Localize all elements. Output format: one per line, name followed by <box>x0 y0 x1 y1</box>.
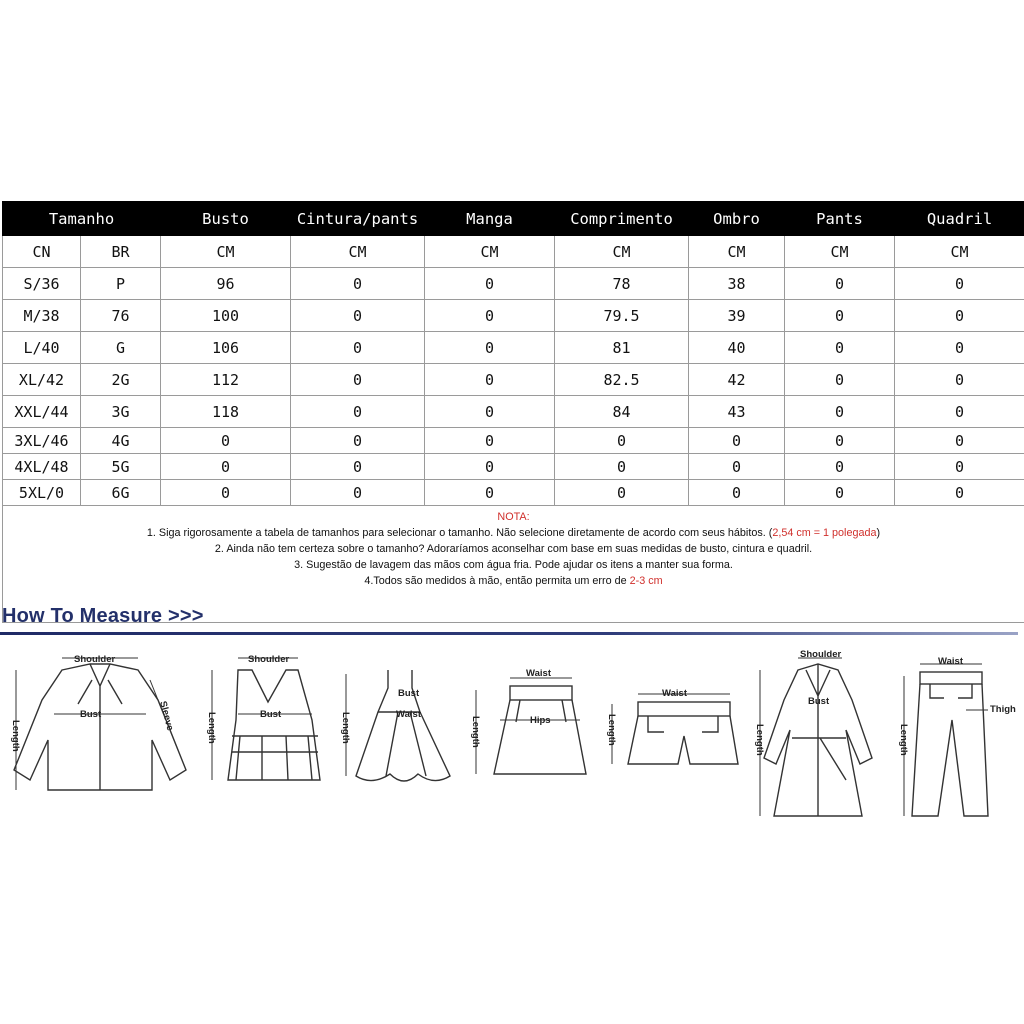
table-cell: 0 <box>785 454 895 480</box>
table-cell: 76 <box>81 300 161 332</box>
label-shoulder: Shoulder <box>800 649 842 660</box>
unit-cell: CM <box>161 236 291 268</box>
table-cell: 43 <box>689 396 785 428</box>
table-cell: 0 <box>291 332 425 364</box>
table-cell: 118 <box>161 396 291 428</box>
table-cell: 0 <box>689 454 785 480</box>
header-quadril: Quadril <box>895 202 1024 236</box>
header-row <box>3 202 1024 236</box>
label-length: Length <box>898 724 909 756</box>
table-cell: 39 <box>689 300 785 332</box>
table-cell: 112 <box>161 364 291 396</box>
label-waist: Waist <box>396 709 421 720</box>
table-cell: 42 <box>689 364 785 396</box>
label-bust: Bust <box>808 696 830 707</box>
label-bust: Bust <box>80 709 102 720</box>
table-cell: 0 <box>555 454 689 480</box>
table-cell: L/40 <box>3 332 81 364</box>
header-comprimento: Comprimento <box>555 202 689 236</box>
note-error-range: 2-3 cm <box>629 575 663 587</box>
table-cell: 0 <box>161 480 291 506</box>
table-cell: 0 <box>785 364 895 396</box>
note-line-2: 2. Ainda não tem certeza sobre o tamanho? Adoraríamos aconselhar com base em suas medidas de busto, cintura e quadril. <box>214 543 813 555</box>
note-line-3: 3. Sugestão de lavagem das mãos com água fria. Pode ajudar os itens a manter sua forma. <box>294 559 733 571</box>
unit-cell: CN <box>3 236 81 268</box>
table-cell: 0 <box>895 364 1024 396</box>
table-cell: M/38 <box>3 300 81 332</box>
table-cell: 5XL/0 <box>3 480 81 506</box>
section-divider <box>0 632 1018 635</box>
label-waist: Waist <box>526 668 551 679</box>
label-length: Length <box>206 712 217 744</box>
tank-top-illustration <box>206 654 320 780</box>
table-cell: 0 <box>291 364 425 396</box>
table-cell: 0 <box>689 428 785 454</box>
label-length: Length <box>606 714 617 746</box>
table-cell: 4XL/48 <box>3 454 81 480</box>
table-cell: 0 <box>785 268 895 300</box>
table-cell: 0 <box>895 396 1024 428</box>
table-cell: 0 <box>291 428 425 454</box>
unit-cell: CM <box>689 236 785 268</box>
table-row <box>3 428 1024 454</box>
table-cell: 40 <box>689 332 785 364</box>
table-cell: 0 <box>425 300 555 332</box>
table-row <box>3 332 1024 364</box>
note-text: 1. Siga rigorosamente a tabela de tamanhos para selecionar o tamanho. Não selecione diretamente de acordo com seus hábitos. ( <box>146 527 773 539</box>
table-cell: 0 <box>785 428 895 454</box>
table-cell: 0 <box>291 454 425 480</box>
table-cell: 0 <box>555 428 689 454</box>
dress-illustration <box>340 670 450 781</box>
table-row <box>3 396 1024 428</box>
label-sleeve: Sleeve <box>157 699 176 732</box>
table-cell: 0 <box>785 396 895 428</box>
table-cell: 0 <box>291 396 425 428</box>
blouse-illustration <box>10 654 186 790</box>
table-cell: 0 <box>785 300 895 332</box>
table-cell: 106 <box>161 332 291 364</box>
how-to-measure-title: How To Measure >>> <box>2 605 204 627</box>
label-length: Length <box>754 724 765 756</box>
unit-cell: CM <box>555 236 689 268</box>
table-cell: 0 <box>161 454 291 480</box>
table-row <box>3 454 1024 480</box>
header-tamanho: Tamanho <box>3 202 161 236</box>
table-cell: 0 <box>895 332 1024 364</box>
header-manga: Manga <box>425 202 555 236</box>
notes-title: NOTA: <box>497 511 530 523</box>
table-cell: 0 <box>161 428 291 454</box>
table-cell: 0 <box>425 268 555 300</box>
header-ombro: Ombro <box>689 202 785 236</box>
trousers-illustration <box>898 656 1016 816</box>
table-cell: 0 <box>895 300 1024 332</box>
table-cell: 38 <box>689 268 785 300</box>
note-conversion: 2,54 cm = 1 polegada <box>772 527 877 539</box>
table-row <box>3 480 1024 506</box>
table-cell: 96 <box>161 268 291 300</box>
label-bust: Bust <box>260 709 282 720</box>
header-pants: Pants <box>785 202 895 236</box>
table-cell: 0 <box>425 480 555 506</box>
skirt-illustration <box>470 668 586 774</box>
table-cell: 81 <box>555 332 689 364</box>
table-cell: 0 <box>291 300 425 332</box>
table-cell: 4G <box>81 428 161 454</box>
table-cell: 0 <box>785 480 895 506</box>
header-cintura: Cintura/pants <box>291 202 425 236</box>
table-cell: S/36 <box>3 268 81 300</box>
shorts-illustration <box>606 688 738 764</box>
table-cell: G <box>81 332 161 364</box>
label-shoulder: Shoulder <box>248 654 290 665</box>
unit-row <box>3 236 1024 268</box>
coat-illustration <box>754 649 872 816</box>
table-cell: 0 <box>425 454 555 480</box>
table-cell: 0 <box>555 480 689 506</box>
unit-cell: CM <box>425 236 555 268</box>
unit-cell: CM <box>291 236 425 268</box>
label-length: Length <box>470 716 481 748</box>
note-text: ) <box>876 527 881 539</box>
table-cell: 2G <box>81 364 161 396</box>
table-cell: 0 <box>425 428 555 454</box>
header-busto: Busto <box>161 202 291 236</box>
label-hips: Hips <box>530 715 551 726</box>
size-chart-table <box>2 201 1024 623</box>
table-cell: 3XL/46 <box>3 428 81 454</box>
label-bust: Bust <box>398 688 420 699</box>
table-row <box>3 364 1024 396</box>
table-cell: 0 <box>425 396 555 428</box>
unit-cell: CM <box>785 236 895 268</box>
table-cell: 82.5 <box>555 364 689 396</box>
table-cell: 0 <box>291 480 425 506</box>
note-text: 4.Todos são medidos à mão, então permita um erro de <box>364 575 630 587</box>
table-cell: 79.5 <box>555 300 689 332</box>
table-cell: 0 <box>689 480 785 506</box>
how-to-measure-diagram <box>0 640 1024 830</box>
label-shoulder: Shoulder <box>74 654 116 665</box>
table-cell: 5G <box>81 454 161 480</box>
table-cell: XL/42 <box>3 364 81 396</box>
table-row <box>3 300 1024 332</box>
table-cell: 100 <box>161 300 291 332</box>
label-waist: Waist <box>938 656 963 667</box>
table-cell: 78 <box>555 268 689 300</box>
note-line-4 <box>3 573 1024 589</box>
unit-cell: CM <box>895 236 1024 268</box>
table-cell: 0 <box>425 332 555 364</box>
label-length: Length <box>340 712 351 744</box>
table-cell: 0 <box>291 268 425 300</box>
note-line-1 <box>3 525 1024 541</box>
table-cell: XXL/44 <box>3 396 81 428</box>
label-length: Length <box>10 720 21 752</box>
table-cell: 6G <box>81 480 161 506</box>
table-cell: 0 <box>895 480 1024 506</box>
table-cell: 84 <box>555 396 689 428</box>
table-cell: 0 <box>425 364 555 396</box>
table-row <box>3 268 1024 300</box>
table-cell: 0 <box>895 428 1024 454</box>
label-thigh: Thigh <box>990 704 1016 715</box>
table-cell: 3G <box>81 396 161 428</box>
unit-cell: BR <box>81 236 161 268</box>
table-cell: 0 <box>895 268 1024 300</box>
table-cell: P <box>81 268 161 300</box>
table-cell: 0 <box>785 332 895 364</box>
table-cell: 0 <box>895 454 1024 480</box>
label-waist: Waist <box>662 688 687 699</box>
